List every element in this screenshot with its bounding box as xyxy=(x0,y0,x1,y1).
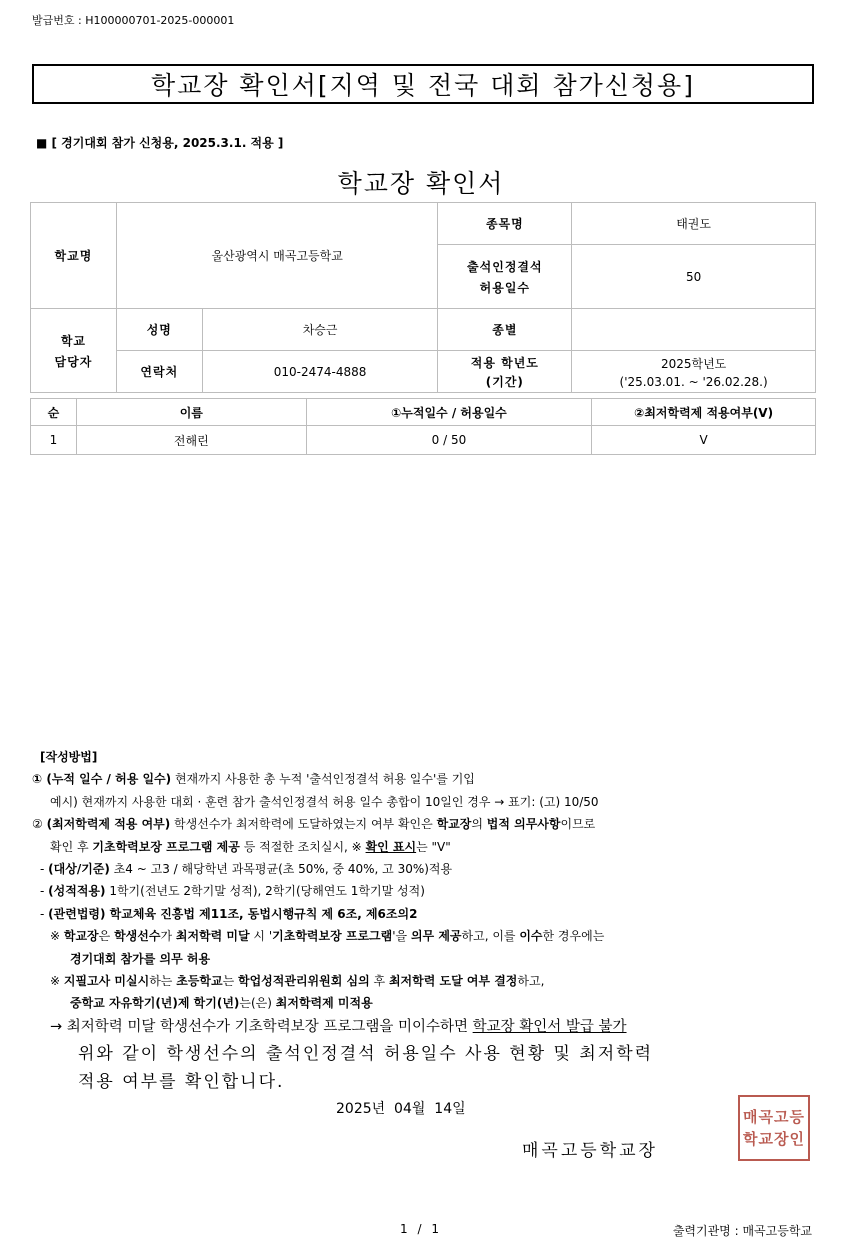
row-no: 1 xyxy=(31,426,77,455)
guide-line-1: ① (누적 일수 / 허용 일수) 현재까지 사용한 총 누적 '출석인정결석 허용 일수'를 기입 xyxy=(32,772,475,787)
school-seal xyxy=(738,1095,810,1161)
section-tag: ■ [ 경기대회 참가 신청용, 2025.3.1. 적용 ] xyxy=(36,136,284,150)
guide-line-12: → 최저학력 미달 학생선수가 기초학력보장 프로그램을 미이수하면 학교장 확인서 발급 불가 xyxy=(50,1018,627,1035)
principal-name: 매곡고등학교장 xyxy=(522,1141,658,1161)
confirm-line-1: 위와 같이 학생선수의 출석인정결석 허용일수 사용 현황 및 최저학력 xyxy=(78,1044,654,1064)
guide-line-10: ※ 지필고사 미실시하는 초등학교는 학업성적관리위원회 심의 후 최저학력 도달 여부 결정하고, xyxy=(50,974,545,989)
guide-line-6: - (성적적용) 1학기(전년도 2학기말 성적), 2학기(당해연도 1학기말 성적) xyxy=(40,884,425,899)
issue-date: 2025년 04월 14일 xyxy=(336,1101,466,1117)
contact-value: 010-2474-4888 xyxy=(202,351,438,393)
guide-line-4: 확인 후 기초학력보장 프로그램 제공 등 적절한 조치실시, ※ 확인 표시는 "V" xyxy=(50,839,451,854)
guide-heading: [작성방법] xyxy=(40,750,98,764)
guide-section xyxy=(32,746,822,1039)
guide-line-3: ② (최저학력제 적용 여부) 학생선수가 최저학력에 도달하였는지 여부 확인은 학교장의 법적 의무사항이므로 xyxy=(32,817,596,832)
table-header-row xyxy=(31,399,816,426)
row-applied: V xyxy=(592,426,816,455)
sub-title: 학교장 확인서 xyxy=(337,169,505,198)
seal-line-2: 학교장인 xyxy=(743,1130,805,1148)
year-value xyxy=(572,351,816,393)
table-row xyxy=(31,426,816,455)
confirm-statement xyxy=(78,1040,653,1096)
guide-line-8: ※ 학교장은 학생선수가 최저학력 미달 시 '기초학력보장 프로그램'을 의무 제공하고, 이를 이수한 경우에는 xyxy=(50,929,605,944)
name-label: 성명 xyxy=(116,309,202,351)
event-value: 태권도 xyxy=(572,203,816,245)
manager-label-line2: 담당자 xyxy=(54,354,93,369)
absence-label-line2: 허용일수 xyxy=(479,280,531,295)
absence-label-line1: 출석인정결석 xyxy=(467,259,543,274)
main-title: 학교장 확인서[지역 및 전국 대회 참가신청용] xyxy=(32,64,814,104)
guide-line-7: - (관련법령) 학교체육 진흥법 제11조, 동법시행규칙 제 6조, 제6조의2 xyxy=(40,906,418,921)
absence-value: 50 xyxy=(572,245,816,309)
header-applied: ②최저학력제 적용여부(V) xyxy=(592,399,816,426)
header-name: 이름 xyxy=(76,399,306,426)
header-days: ①누적일수 / 허용일수 xyxy=(306,399,592,426)
school-label: 학교명 xyxy=(31,203,117,309)
manager-label-line1: 학교 xyxy=(60,333,87,348)
contact-label: 연락처 xyxy=(116,351,202,393)
school-value: 울산광역시 매곡고등학교 xyxy=(116,203,438,309)
issue-number: 발급번호 : H100000701-2025-000001 xyxy=(32,14,235,27)
header-no: 순 xyxy=(31,399,77,426)
info-table xyxy=(30,202,816,393)
student-table xyxy=(30,398,816,455)
row-name: 전해린 xyxy=(76,426,306,455)
manager-label xyxy=(31,309,117,393)
name-value: 차승근 xyxy=(202,309,438,351)
year-value-line1: 2025학년도 xyxy=(660,356,727,371)
type-value xyxy=(572,309,816,351)
guide-line-5: - (대상/기준) 초4 ~ 고3 / 해당학년 과목평균(초 50%, 중 40%, 고 30%)적용 xyxy=(40,862,453,877)
guide-line-2: 예시) 현재까지 사용한 대회 · 훈련 참가 출석인정결석 허용 일수 총합이 10일인 경우 → 표기: (고) 10/50 xyxy=(50,794,599,809)
year-label xyxy=(438,351,572,393)
guide-line-9: 경기대회 참가를 의무 허용 xyxy=(70,951,211,966)
event-label: 종목명 xyxy=(438,203,572,245)
type-label: 종별 xyxy=(438,309,572,351)
seal-line-1: 매곡고등 xyxy=(743,1108,805,1126)
guide-line-11: 중학교 자유학기(년)제 학기(년)는(은) 최저학력제 미적용 xyxy=(70,996,373,1011)
absence-label xyxy=(438,245,572,309)
output-organization: 출력기관명 : 매곡고등학교 xyxy=(672,1224,812,1238)
row-days: 0 / 50 xyxy=(306,426,592,455)
page-number: 1 / 1 xyxy=(400,1222,442,1236)
year-value-line2: ('25.03.01. ~ '26.02.28.) xyxy=(619,374,768,389)
year-label-line2: (기간) xyxy=(485,374,524,389)
confirm-line-2: 적용 여부를 확인합니다. xyxy=(78,1072,285,1092)
year-label-line1: 적용 학년도 xyxy=(470,355,539,370)
